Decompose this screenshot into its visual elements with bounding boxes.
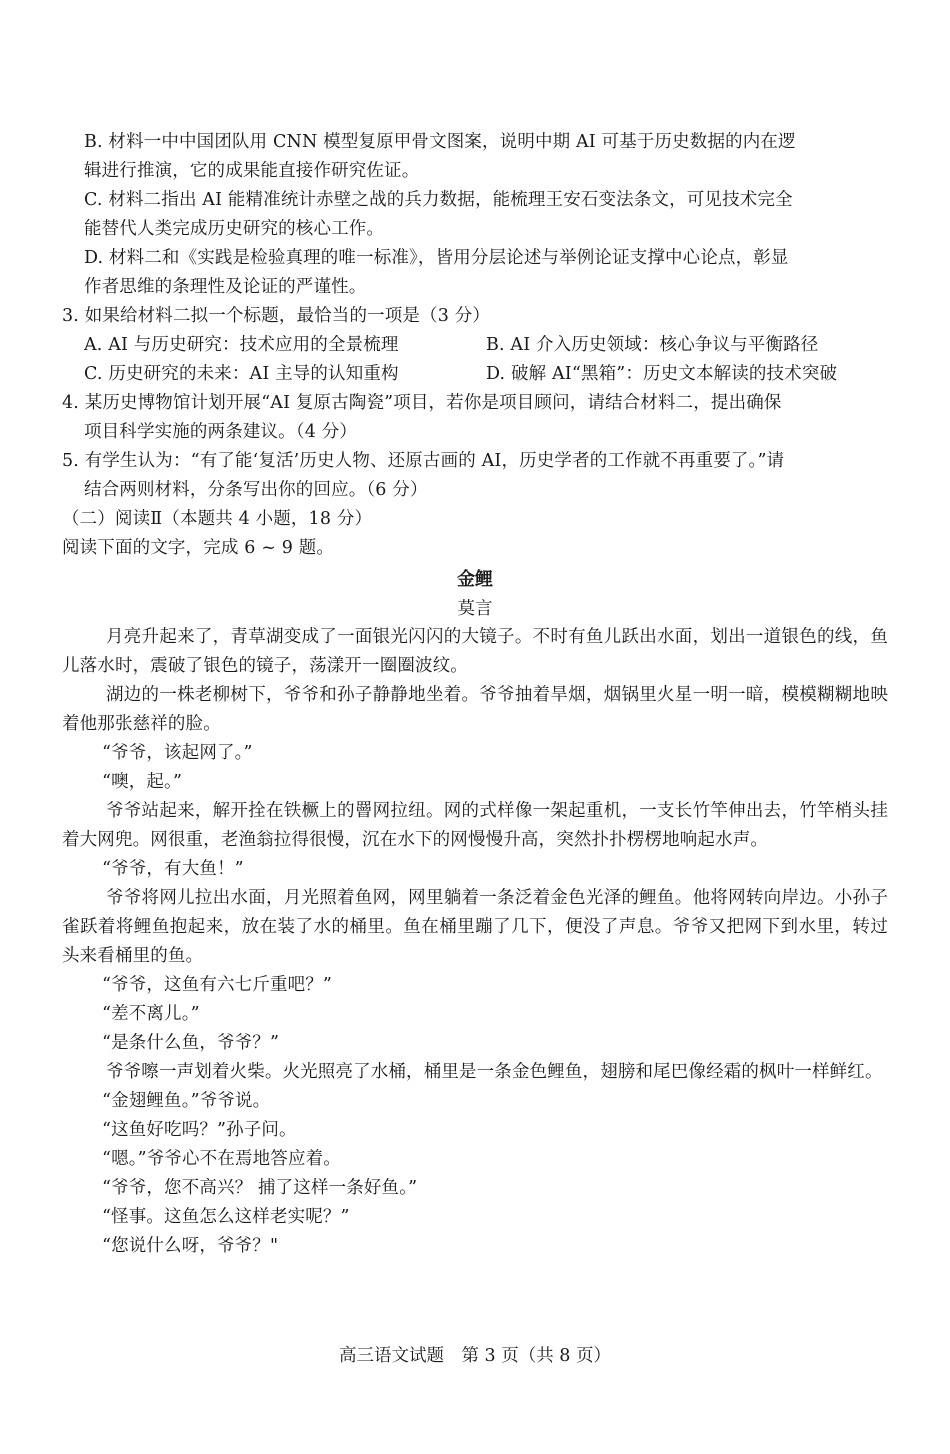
story-title: 金鲤 (457, 569, 493, 590)
option-b-line1: B. 材料一中中国团队用 CNN 模型复原甲骨文图案，说明中期 AI 可基于历史数据的内在逻 (84, 132, 796, 152)
page-footer: 高三语文试题 第 3 页（共 8 页） (338, 1346, 612, 1366)
story-paragraph: 湖边的一株老柳树下，爷爷和孙子静静地坐着。爷爷抽着旱烟，烟锅里火星一明一暗，模模糊糊地映着他那张慈祥的脸。 (62, 685, 888, 734)
story-paragraph: 爷爷嚓一声划着火柴。火光照亮了水桶，桶里是一条金色鲤鱼，翅膀和尾巴像经霜的枫叶一样鲜红。 (106, 1062, 883, 1082)
choice-a: A. AI 与历史研究：技术应用的全景梳理 (84, 335, 399, 355)
option-d-line1: D. 材料二和《实践是检验真理的唯一标准》，皆用分层论述与举例论证支撑中心论点，彰显 (84, 248, 789, 268)
question-4-line2: 项目科学实施的两条建议。（4 分） (84, 422, 357, 442)
story-paragraph: 月亮升起来了，青草湖变成了一面银光闪闪的大镜子。不时有鱼儿跃出水面，划出一道银色的线，鱼儿落水时，震破了银色的镜子，荡漾开一圈圈波纹。 (62, 627, 888, 676)
choice-b: B. AI 介入历史领域：核心争议与平衡路径 (486, 335, 819, 355)
section-heading: （二）阅读Ⅱ（本题共 4 小题，18 分） (62, 509, 373, 529)
question-3-stem: 3. 如果给材料二拟一个标题，最恰当的一项是（3 分） (62, 306, 491, 326)
question-4-line1: 4. 某历史博物馆计划开展“AI 复原古陶瓷”项目，若你是项目顾问，请结合材料二，提出确保 (62, 393, 782, 413)
story-dialogue: “这鱼好吃吗？”孙子问。 (102, 1120, 297, 1140)
story-dialogue: “嗯。”爷爷心不在焉地答应着。 (102, 1149, 341, 1169)
question-5-line1: 5. 有学生认为：“有了能‘复活’历史人物、还原古画的 AI，历史学者的工作就不再重要了。”请 (62, 451, 785, 471)
option-d-line2: 作者思维的条理性及论证的严谨性。 (84, 277, 367, 297)
story-dialogue: “噢，起。” (102, 772, 183, 792)
option-c-line1: C. 材料二指出 AI 能精准统计赤壁之战的兵力数据，能梳理王安石变法条文，可见技术完全 (84, 190, 793, 210)
choice-d: D. 破解 AI“黑箱”：历史文本解读的技术突破 (486, 364, 838, 384)
story-dialogue: “爷爷，这鱼有六七斤重吧？” (102, 975, 332, 995)
question-3-choices-row2 (62, 360, 888, 389)
story-author: 莫言 (457, 599, 493, 619)
reading-instruction: 阅读下面的文字，完成 6 ~ 9 题。 (62, 538, 335, 558)
story-paragraph: 爷爷站起来，解开拴在铁橛上的罾网拉纽。网的式样像一架起重机，一支长竹竿伸出去，竹竿梢头挂着大网兜。网很重，老渔翁拉得很慢，沉在水下的网慢慢升高，突然扑扑楞楞地响起水声。 (62, 801, 888, 850)
story-paragraph: 爷爷将网儿拉出水面，月光照着鱼网，网里躺着一条泛着金色光泽的鲤鱼。他将网转向岸边。小孙子雀跃着将鲤鱼抱起来，放在装了水的桶里。鱼在桶里蹦了几下，便没了声息。爷爷又把网下到水里，转过头来看桶里的鱼。 (62, 888, 888, 966)
option-b-line2: 辑进行推演，它的成果能直接作研究佐证。 (84, 161, 420, 181)
option-c-line2: 能替代人类完成历史研究的核心工作。 (84, 219, 385, 239)
story-dialogue: “金翅鲤鱼。”爷爷说。 (102, 1091, 271, 1111)
story-dialogue: “爷爷，您不高兴？ 捕了这样一条好鱼。” (102, 1178, 418, 1198)
story-dialogue: “爷爷，有大鱼！” (102, 859, 244, 879)
question-5-line2: 结合两则材料，分条写出你的回应。（6 分） (84, 480, 428, 500)
exam-page-content (62, 128, 888, 1261)
story-dialogue: “怪事。这鱼怎么这样老实呢？” (102, 1207, 350, 1227)
story-dialogue: “爷爷，该起网了。” (102, 743, 253, 763)
story-dialogue: “是条什么鱼，爷爷？” (102, 1033, 280, 1053)
story-dialogue: “您说什么呀，爷爷？" (102, 1236, 279, 1256)
story-dialogue: “差不离儿。” (102, 1004, 200, 1024)
choice-c: C. 历史研究的未来：AI 主导的认知重构 (84, 364, 399, 384)
question-3-choices-row1 (62, 331, 888, 360)
